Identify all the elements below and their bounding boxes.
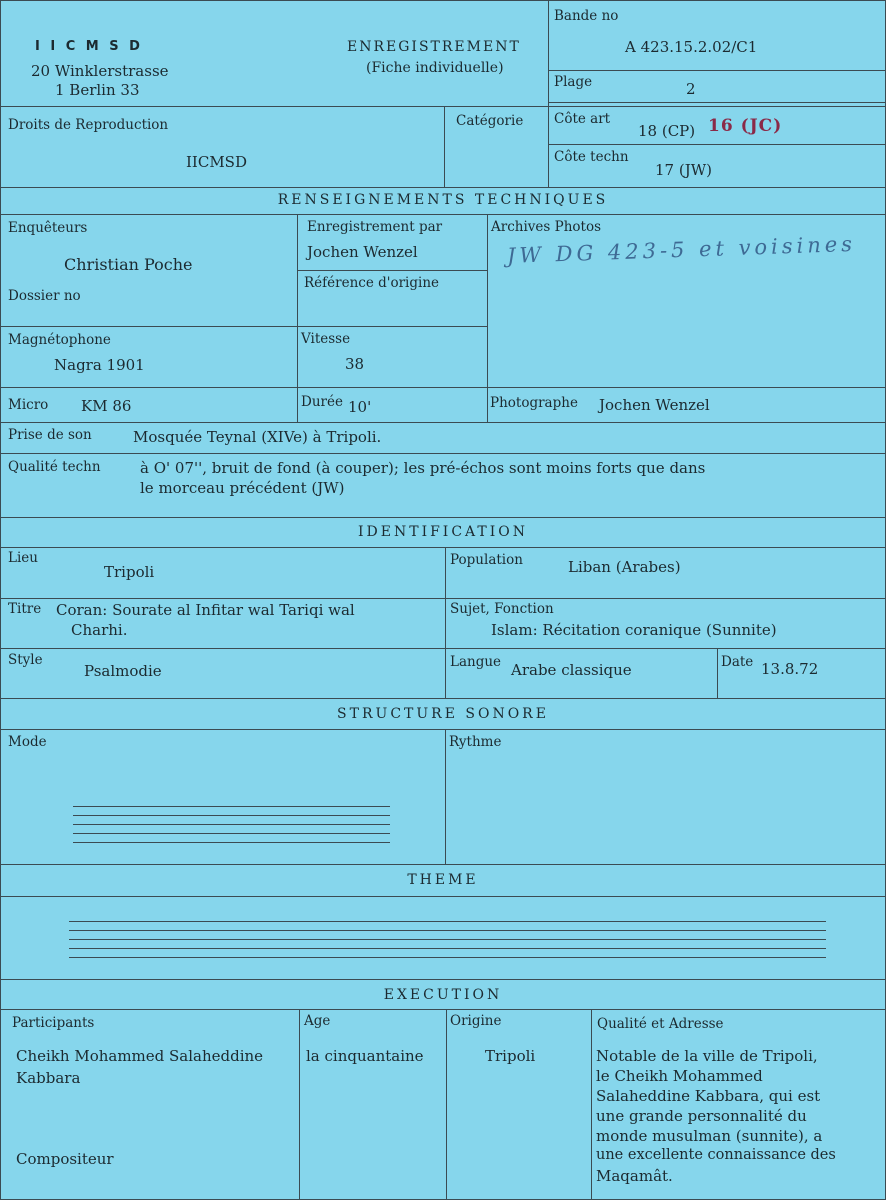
titre-line1: Coran: Sourate al Infitar wal Tariqi wal bbox=[56, 601, 355, 619]
micro-label: Micro bbox=[8, 397, 49, 413]
age-label: Age bbox=[304, 1013, 331, 1029]
enregistrement-par-label: Enregistrement par bbox=[307, 219, 443, 235]
cote-techn-value: 17 (JW) bbox=[655, 161, 712, 179]
lieu-value: Tripoli bbox=[104, 563, 155, 581]
enqueteurs-label: Enquêteurs bbox=[8, 220, 88, 236]
droits-label: Droits de Reproduction bbox=[8, 117, 169, 133]
plage-value: 2 bbox=[686, 80, 696, 98]
date-value: 13.8.72 bbox=[761, 660, 819, 678]
qualite-line-2: le Cheikh Mohammed bbox=[596, 1067, 763, 1085]
population-label: Population bbox=[450, 552, 523, 568]
section-theme-title: THEME bbox=[407, 872, 479, 888]
section-technique-title: RENSEIGNEMENTS TECHNIQUES bbox=[277, 192, 609, 208]
duree-value: 10' bbox=[348, 398, 372, 416]
duree-label: Durée bbox=[301, 394, 343, 410]
qualite-line-7: Maqamât. bbox=[596, 1167, 673, 1185]
magnetophone-label: Magnétophone bbox=[8, 332, 111, 348]
origine-value: Tripoli bbox=[485, 1047, 536, 1065]
form-title: ENREGISTREMENT bbox=[347, 39, 521, 55]
bande-value: A 423.15.2.02/C1 bbox=[625, 38, 758, 56]
rythme-label: Rythme bbox=[449, 734, 502, 750]
categorie-label: Catégorie bbox=[456, 113, 524, 129]
age-value: la cinquantaine bbox=[306, 1047, 424, 1065]
enregistrement-par-value: Jochen Wenzel bbox=[307, 243, 418, 261]
section-structure-title: STRUCTURE SONORE bbox=[337, 706, 549, 722]
archives-handwritten: JW DG 423-5 et voisines bbox=[506, 231, 857, 268]
droits-value: IICMSD bbox=[186, 153, 247, 171]
cote-art-label: Côte art bbox=[554, 111, 611, 127]
sujet-value: Islam: Récitation coranique (Sunnite) bbox=[491, 621, 777, 639]
style-label: Style bbox=[8, 652, 43, 668]
cote-art-value: 18 (CP) bbox=[638, 122, 696, 140]
qualite-techn-label: Qualité techn bbox=[8, 459, 101, 475]
photographe-value: Jochen Wenzel bbox=[599, 396, 710, 414]
micro-value: KM 86 bbox=[81, 397, 132, 415]
qualite-line-5: monde musulman (sunnite), a bbox=[596, 1127, 823, 1145]
participant-line1: Cheikh Mohammed Salaheddine bbox=[16, 1047, 264, 1065]
lieu-label: Lieu bbox=[8, 550, 38, 566]
section-identification-title: IDENTIFICATION bbox=[358, 524, 528, 540]
langue-label: Langue bbox=[450, 654, 502, 670]
prise-de-son-value: Mosquée Teynal (XIVe) à Tripoli. bbox=[133, 428, 382, 446]
prise-de-son-label: Prise de son bbox=[8, 427, 92, 443]
magnetophone-value: Nagra 1901 bbox=[54, 356, 145, 374]
enqueteurs-value: Christian Poche bbox=[64, 255, 193, 274]
bande-label: Bande no bbox=[554, 8, 619, 24]
vitesse-value: 38 bbox=[345, 355, 365, 373]
compositeur-label: Compositeur bbox=[16, 1150, 114, 1168]
participants-label: Participants bbox=[12, 1015, 95, 1031]
form-subtitle: (Fiche individuelle) bbox=[366, 60, 504, 76]
participant-line2: Kabbara bbox=[16, 1069, 81, 1087]
date-label: Date bbox=[721, 654, 754, 670]
sujet-label: Sujet, Fonction bbox=[450, 601, 554, 617]
section-execution-title: EXECUTION bbox=[383, 987, 503, 1003]
cote-techn-label: Côte techn bbox=[554, 149, 629, 165]
cote-art-handwritten: 16 (JC) bbox=[708, 116, 783, 136]
style-value: Psalmodie bbox=[84, 662, 162, 680]
langue-value: Arabe classique bbox=[511, 661, 632, 679]
vitesse-label: Vitesse bbox=[301, 331, 351, 347]
titre-line2: Charhi. bbox=[71, 621, 128, 639]
institute-name: I I C M S D bbox=[35, 39, 143, 54]
archives-label: Archives Photos bbox=[491, 219, 601, 235]
qualite-line-3: Salaheddine Kabbara, qui est bbox=[596, 1087, 821, 1105]
titre-label: Titre bbox=[8, 601, 42, 617]
reference-label: Référence d'origine bbox=[304, 275, 440, 291]
population-value: Liban (Arabes) bbox=[568, 558, 681, 576]
qualite-line-4: une grande personnalité du bbox=[596, 1107, 807, 1125]
qualite-adresse-label: Qualité et Adresse bbox=[597, 1016, 724, 1032]
institute-street: 20 Winklerstrasse bbox=[31, 62, 169, 80]
qualite-line-6: une excellente connaissance des bbox=[596, 1147, 836, 1163]
mode-label: Mode bbox=[8, 734, 47, 750]
institute-city: 1 Berlin 33 bbox=[55, 81, 140, 99]
plage-label: Plage bbox=[554, 74, 593, 90]
origine-label: Origine bbox=[450, 1013, 502, 1029]
qualite-line-1: Notable de la ville de Tripoli, bbox=[596, 1047, 818, 1065]
qualite-techn-line1: à O' 07'', bruit de fond (à couper); les pré-échos sont moins forts que dans bbox=[140, 459, 706, 477]
photographe-label: Photographe bbox=[490, 395, 578, 411]
qualite-techn-line2: le morceau précédent (JW) bbox=[140, 479, 345, 497]
dossier-label: Dossier no bbox=[8, 288, 81, 304]
